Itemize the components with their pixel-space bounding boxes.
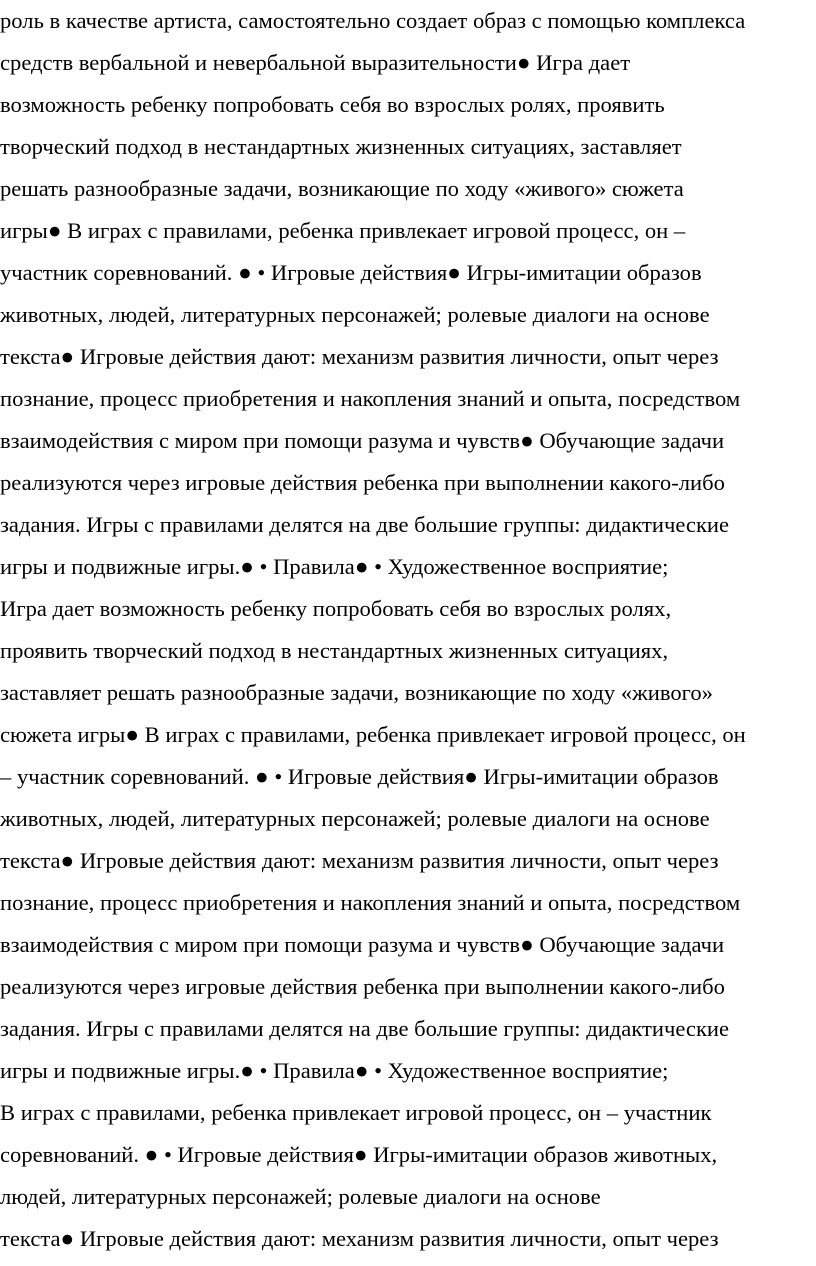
text-line: взаимодействия с миром при помощи разума и чувств● Обучающие задачи — [0, 428, 725, 453]
text-line: соревнований. ● • Игровые действия● Игры-имитации образов животных, — [0, 1142, 718, 1167]
text-line: игры и подвижные игры.● • Правила● • Художественное восприятие; — [0, 554, 669, 579]
text-line: В играх с правилами, ребенка привлекает игровой процесс, он – участник — [0, 1100, 712, 1125]
text-line: текста● Игровые действия дают: механизм развития личности, опыт через — [0, 344, 719, 369]
text-line: познание, процесс приобретения и накопления знаний и опыта, посредством — [0, 386, 741, 411]
text-line: Игра дает возможность ребенку попробовать себя во взрослых ролях, — [0, 596, 672, 621]
text-line: средств вербальной и невербальной выразительности● Игра дает — [0, 50, 631, 75]
text-line: игры и подвижные игры.● • Правила● • Художественное восприятие; — [0, 1058, 669, 1083]
text-line: животных, людей, литературных персонажей; ролевые диалоги на основе — [0, 302, 710, 327]
text-line: текста● Игровые действия дают: механизм развития личности, опыт через — [0, 1226, 719, 1251]
text-line: реализуются через игровые действия ребенка при выполнении какого-либо — [0, 974, 725, 999]
text-line: роль в качестве артиста, самостоятельно создает образ с помощью комплекса — [0, 8, 746, 33]
text-line: животных, людей, литературных персонажей; ролевые диалоги на основе — [0, 806, 710, 831]
text-line: текста● Игровые действия дают: механизм развития личности, опыт через — [0, 848, 719, 873]
text-line: участник соревнований. ● • Игровые действия● Игры-имитации образов — [0, 260, 702, 285]
text-line: людей, литературных персонажей; ролевые диалоги на основе — [0, 1184, 601, 1209]
text-line: задания. Игры с правилами делятся на две большие группы: дидактические — [0, 1016, 730, 1041]
text-line: игры● В играх с правилами, ребенка привлекает игровой процесс, он – — [0, 218, 686, 243]
text-line: возможность ребенку попробовать себя во взрослых ролях, проявить — [0, 92, 665, 117]
text-line: познание, процесс приобретения и накопления знаний и опыта, посредством — [0, 890, 741, 915]
text-line: взаимодействия с миром при помощи разума и чувств● Обучающие задачи — [0, 932, 725, 957]
text-line: задания. Игры с правилами делятся на две большие группы: дидактические — [0, 512, 730, 537]
text-line: заставляет решать разнообразные задачи, возникающие по ходу «живого» — [0, 680, 713, 705]
text-line: реализуются через игровые действия ребенка при выполнении какого-либо — [0, 470, 725, 495]
text-line: сюжета игры● В играх с правилами, ребенка привлекает игровой процесс, он — [0, 722, 746, 747]
text-line: проявить творческий подход в нестандартных жизненных ситуациях, — [0, 638, 669, 663]
text-line: – участник соревнований. ● • Игровые действия● Игры-имитации образов — [0, 764, 719, 789]
text-line: решать разнообразные задачи, возникающие по ходу «живого» сюжета — [0, 176, 684, 201]
text-line: творческий подход в нестандартных жизненных ситуациях, заставляет — [0, 134, 682, 159]
